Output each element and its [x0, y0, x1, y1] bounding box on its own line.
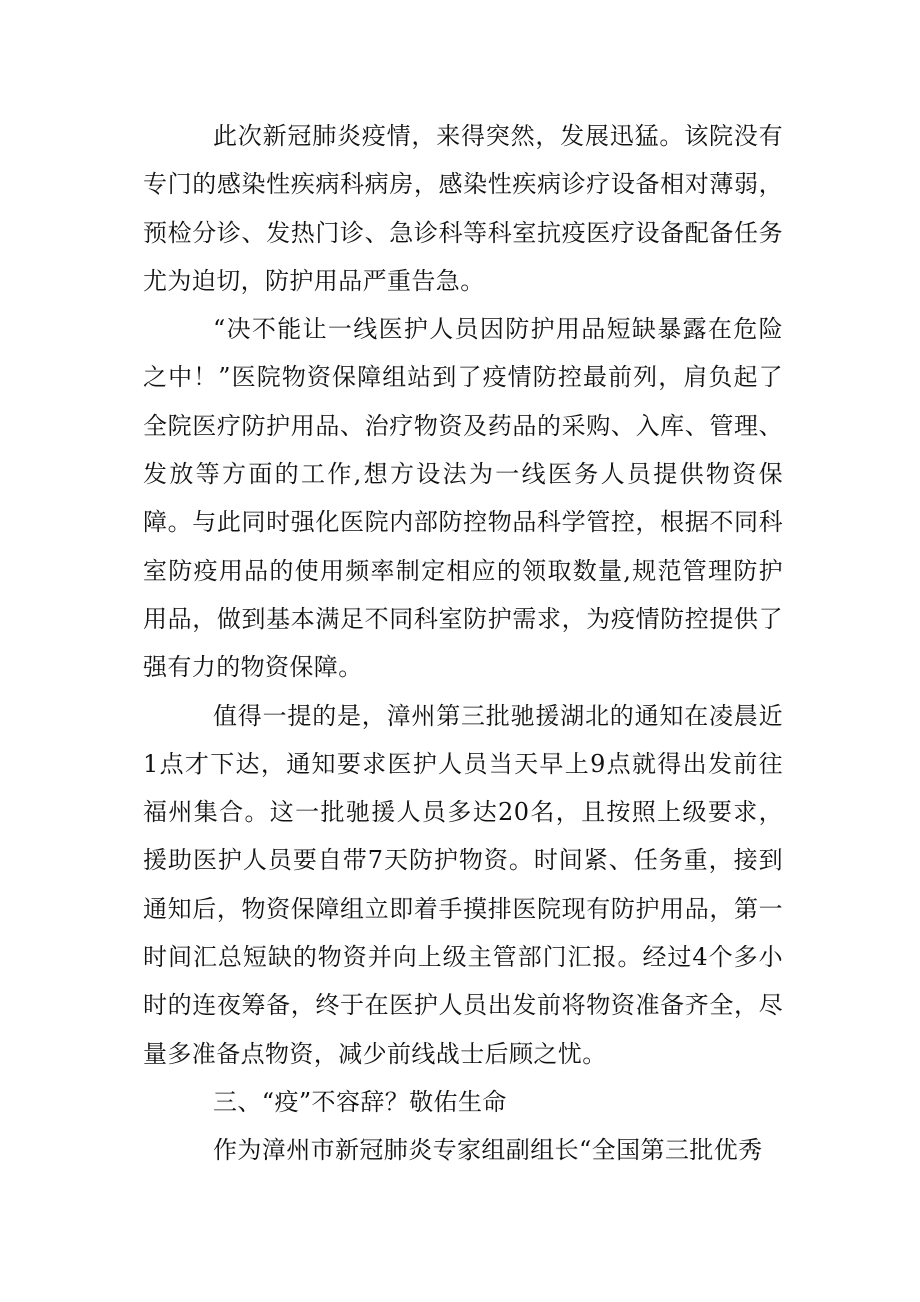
- paragraph-supply-guarantee: “决不能让一线医护人员因防护用品短缺暴露在危险之中！”医院物资保障组站到了疫情防控最前列，肩负起了全院医疗防护用品、治疗物资及药品的采购、入库、管理、发放等方面的工作,想方设法为一线医务人员提供物资保障。与此同时强化医院内部防控物品科学管控，根据不同科室防疫用品的使用频率制定相应的领取数量,规范管理防护用品，做到基本满足不同科室防护需求，为疫情防控提供了强有力的物资保障。: [143, 315, 783, 682]
- paragraph-supply-shortage: 此次新冠肺炎疫情，来得突然，发展迅猛。该院没有专门的感染性疾病科病房，感染性疾病诊疗设备相对薄弱，预检分诊、发热门诊、急诊科等科室抗疫医疗设备配备任务尤为迫切，防护用品严重告急。: [143, 122, 783, 295]
- document-body: [143, 112, 783, 1175]
- paragraph-hubei-support: 值得一提的是，漳州第三批驰援湖北的通知在凌晨近1点才下达，通知要求医护人员当天早上9点就得出发前往福州集合。这一批驰援人员多达20名，且按照上级要求，援助医护人员要自带7天防护物资。时间紧、任务重，接到通知后，物资保障组立即着手摸排医院现有防护用品，第一时间汇总短缺的物资并向上级主管部门汇报。经过4个多小时的连夜筹备，终于在医护人员出发前将物资准备齐全，尽量多准备点物资，减少前线战士后顾之忧。: [143, 701, 783, 1068]
- paragraph-expert-group: 作为漳州市新冠肺炎专家组副组长“全国第三批优秀: [213, 1136, 763, 1165]
- section-heading: 三、“疫”不容辞？敬佑生命: [213, 1087, 507, 1116]
